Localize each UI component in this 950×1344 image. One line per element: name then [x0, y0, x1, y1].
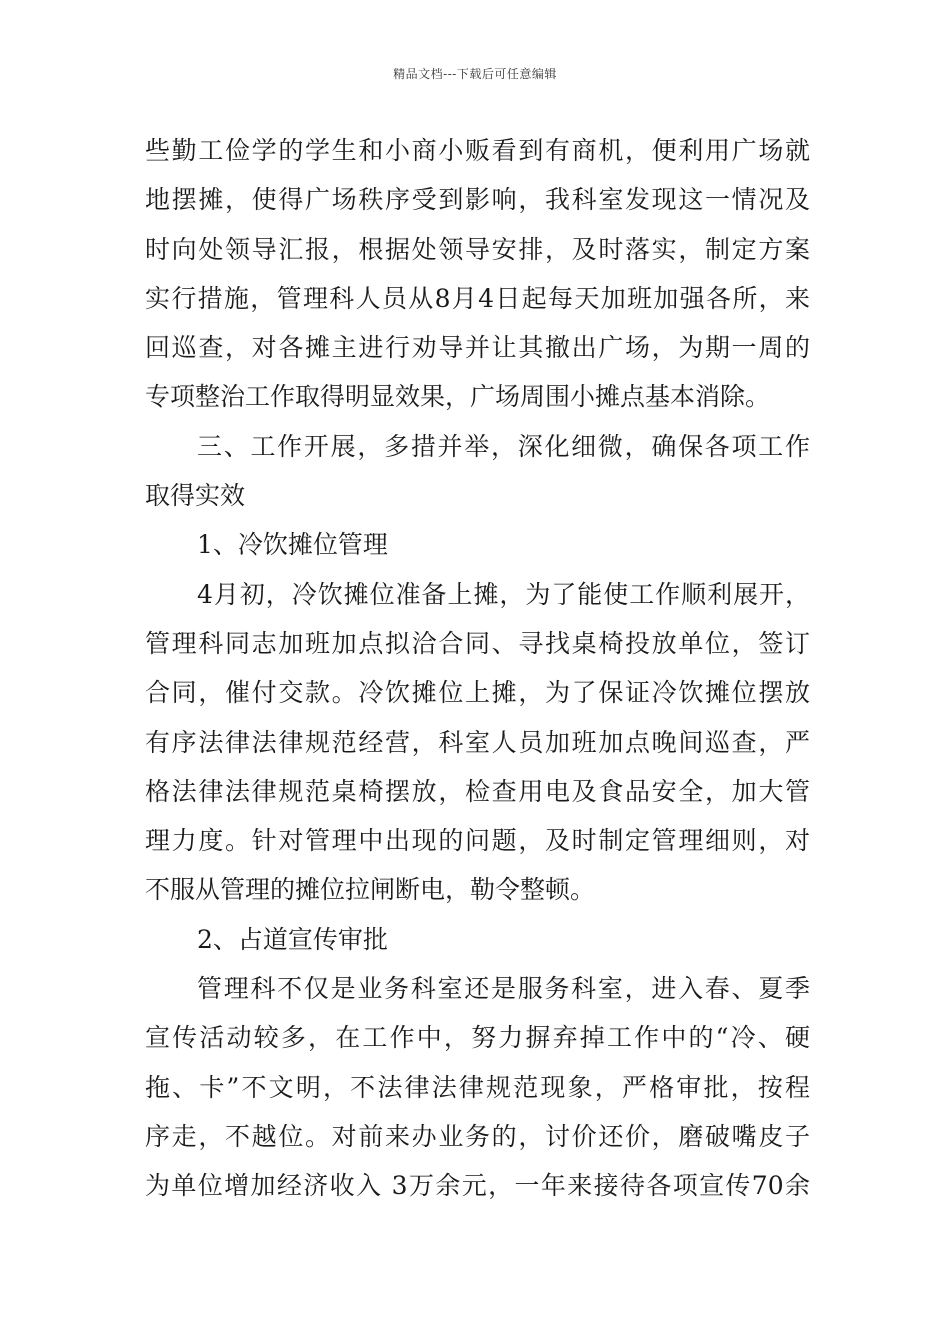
- text-line: 回巡查，对各摊主进行劝导并让其撤出广场，为期一周的: [145, 333, 810, 363]
- text-line: 实行措施，管理科人员从8月4日起每天加班加强各所，来: [145, 283, 810, 313]
- section-heading-continued: 取得实效: [145, 481, 246, 511]
- text-line: 宣传活动较多，在工作中，努力摒弃掉工作中的“冷、硬: [145, 1023, 810, 1053]
- text-line: 些勤工俭学的学生和小商小贩看到有商机，便利用广场就: [145, 136, 810, 165]
- text-line: 序走，不越位。对前来办业务的，讨价还价，磨破嘴皮子: [145, 1121, 810, 1151]
- text-line: 时向处领导汇报，根据处领导安排，及时落实，制定方案: [145, 234, 810, 264]
- subsection-heading: 1、冷饮摊位管理: [197, 530, 388, 560]
- text-line: 不服从管理的摊位拉闸断电，勒令整顿。: [145, 875, 596, 905]
- document-body: [145, 126, 810, 1211]
- text-line: 合同，催付交款。冷饮摊位上摊，为了保证冷饮摊位摆放: [145, 678, 810, 708]
- subsection-heading: 2、占道宣传审批: [197, 924, 388, 954]
- text-line: 格法律法律规范桌椅摆放，检查用电及食品安全，加大管: [145, 776, 810, 806]
- text-line: 为单位增加经济收入 3万余元，一年来接待各项宣传70余: [145, 1171, 810, 1201]
- text-line: 拖、卡”不文明，不法律法律规范现象，严格审批，按程: [145, 1072, 810, 1102]
- paragraph-first-line: 管理科不仅是业务科室还是服务科室，进入春、夏季: [197, 974, 810, 1004]
- text-line: 管理科同志加班加点拟洽合同、寻找桌椅投放单位，签订: [145, 628, 810, 658]
- page-header-watermark: 精品文档---下载后可任意编辑: [393, 67, 557, 81]
- text-line: 专项整治工作取得明显效果，广场周围小摊点基本消除。: [145, 382, 771, 412]
- text-line: 地摆摊，使得广场秩序受到影响，我科室发现这一情况及: [145, 185, 810, 215]
- text-line: 理力度。针对管理中出现的问题，及时制定管理细则，对: [145, 826, 810, 856]
- section-heading: 三、工作开展，多措并举，深化细微，确保各项工作: [197, 431, 810, 461]
- paragraph-first-line: 4月初，冷饮摊位准备上摊，为了能使工作顺利展开，: [197, 579, 810, 609]
- text-line: 有序法律法律规范经营，科室人员加班加点晚间巡查，严: [145, 727, 810, 757]
